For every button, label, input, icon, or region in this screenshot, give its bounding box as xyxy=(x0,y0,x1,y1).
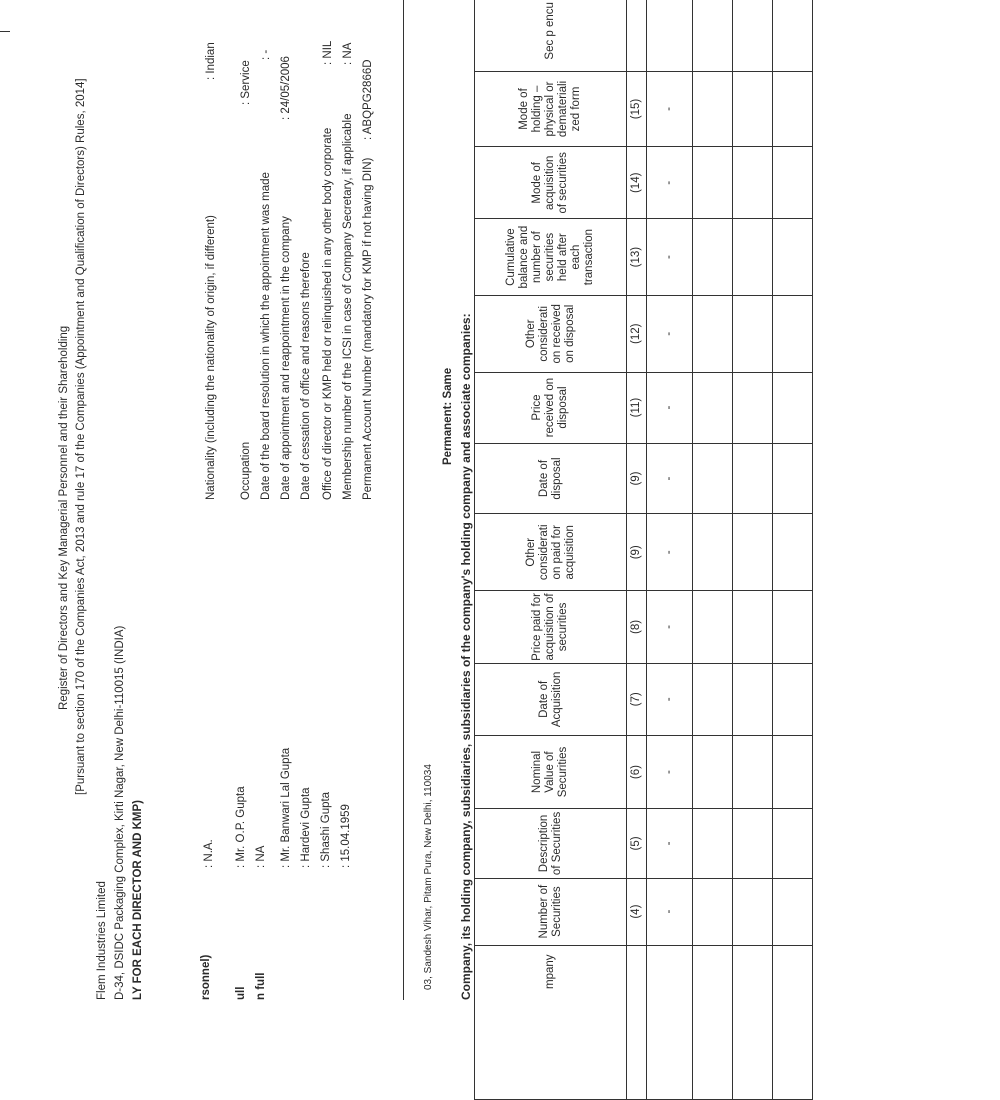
table-number-cell: (15) xyxy=(627,71,647,147)
table-cell xyxy=(647,945,693,1099)
section-label: LY FOR EACH DIRECTOR AND KMP) xyxy=(132,800,144,1000)
table-cell xyxy=(693,809,733,878)
table-cell xyxy=(733,295,773,372)
detail-value: : Shashi Gupta xyxy=(320,791,332,868)
table-header-cell: Mode of holding – physical or demateriali zed form xyxy=(475,71,627,147)
table-cell xyxy=(733,71,773,147)
table-cell xyxy=(773,735,813,808)
table-header-row xyxy=(475,0,627,1100)
residential-address: 03, Sandesh Vihar, Pitam Pura, New Delhi, 110034 xyxy=(423,764,434,990)
table-header-cell: mpany xyxy=(475,945,627,1099)
table-number-cell: (9) xyxy=(627,443,647,514)
table-cell xyxy=(773,71,813,147)
table-cell: - xyxy=(647,663,693,735)
detail-value: : Mr. O.P. Gupta xyxy=(235,786,247,868)
table-cell xyxy=(773,295,813,372)
table-row xyxy=(647,0,693,1100)
table-cell: - xyxy=(647,219,693,296)
table-cell xyxy=(733,735,773,808)
table-cell: - xyxy=(647,295,693,372)
detail-row-value: : - xyxy=(260,49,272,60)
table-cell xyxy=(693,878,733,945)
detail-row-label: Date of appointment and reappointment in the company xyxy=(280,216,292,500)
table-cell xyxy=(733,663,773,735)
table-number-cell: (13) xyxy=(627,219,647,296)
detail-row-label: Permanent Account Number (mandatory for KMP if not having DIN) xyxy=(362,157,374,500)
company-name: Flem Industries Limited xyxy=(96,881,108,1000)
table-cell xyxy=(733,514,773,591)
table-cell xyxy=(773,443,813,514)
table-cell: - xyxy=(647,591,693,664)
table-cell xyxy=(773,514,813,591)
table-cell xyxy=(773,147,813,219)
table-cell xyxy=(693,295,733,372)
detail-row-value: : 24/05/2006 xyxy=(280,56,292,120)
table-number-cell: (12) xyxy=(627,295,647,372)
table-header-cell: Cumulative balance and number of securities held after each transaction xyxy=(475,219,627,296)
table-cell xyxy=(773,945,813,1099)
table-header-cell: Date of Acquisition xyxy=(475,663,627,735)
table-cell xyxy=(773,591,813,664)
table-cell xyxy=(733,945,773,1099)
table-number-cell: (9) xyxy=(627,514,647,591)
table-cell: - xyxy=(647,443,693,514)
table-cell xyxy=(693,735,733,808)
table-cell xyxy=(733,809,773,878)
detail-value: : N.A. xyxy=(203,839,215,868)
table-cell xyxy=(773,372,813,443)
table-cell xyxy=(693,219,733,296)
securities-table xyxy=(474,0,813,1100)
register-subtitle: [Pursuant to section 170 of the Companies Act, 2013 and rule 17 of the Companies (Appointment and Qualification of Directors) Rules, 2014] xyxy=(75,78,87,795)
detail-value: : Hardevi Gupta xyxy=(300,787,312,868)
detail-row-value: : Service xyxy=(240,60,252,105)
detail-row-value: : Indian xyxy=(205,42,217,80)
detail-label-1: rsonnel) xyxy=(200,954,212,1000)
table-row xyxy=(733,0,773,1100)
detail-row-value: : NIL xyxy=(322,40,334,65)
detail-row-label: Membership number of the ICSI in case of Company Secretary, if applicable xyxy=(342,113,354,500)
table-cell: - xyxy=(647,71,693,147)
table-cell xyxy=(773,0,813,71)
detail-row-label: Office of director or KMP held or relinquished in any other body corporate xyxy=(322,127,334,500)
table-cell: - xyxy=(647,372,693,443)
section-divider xyxy=(403,0,404,1000)
table-row xyxy=(693,0,733,1100)
table-cell: - xyxy=(647,147,693,219)
table-cell xyxy=(733,372,773,443)
table-cell: - xyxy=(647,735,693,808)
table-number-row xyxy=(627,0,647,1100)
table-cell xyxy=(733,878,773,945)
table-cell: - xyxy=(647,878,693,945)
detail-value: : Mr. Banwari Lal Gupta xyxy=(280,747,292,868)
page-edge-line xyxy=(0,31,10,32)
table-header-cell: Other considerati on paid for acquisition xyxy=(475,514,627,591)
table-cell xyxy=(647,0,693,71)
table-header-cell: Description of Securities xyxy=(475,809,627,878)
table-cell xyxy=(733,147,773,219)
table-cell xyxy=(693,71,733,147)
table-cell xyxy=(733,591,773,664)
table-number-cell: (7) xyxy=(627,663,647,735)
detail-label-3: n full xyxy=(255,972,267,1000)
table-cell xyxy=(733,0,773,71)
table-number-cell: (11) xyxy=(627,372,647,443)
table-number-cell: (14) xyxy=(627,147,647,219)
table-cell xyxy=(693,945,733,1099)
table-cell xyxy=(773,809,813,878)
table-header-cell: Price paid for acquisition of securities xyxy=(475,591,627,664)
detail-row-label: Date of the board resolution in which the appointment was made xyxy=(260,172,272,500)
detail-row-value: : ABQPG2866D xyxy=(362,59,374,140)
table-number-cell: (6) xyxy=(627,735,647,808)
detail-row-value: : NA xyxy=(342,42,354,65)
table-cell xyxy=(773,219,813,296)
table-row xyxy=(773,0,813,1100)
table-number-cell: (5) xyxy=(627,809,647,878)
table-cell: - xyxy=(647,809,693,878)
detail-label-2: ull xyxy=(235,986,247,1000)
detail-row-label: Nationality (including the nationality of origin, if different) xyxy=(205,215,217,500)
table-cell xyxy=(773,663,813,735)
table-cell xyxy=(773,878,813,945)
table-cell: - xyxy=(647,514,693,591)
table-cell xyxy=(693,514,733,591)
table-number-cell xyxy=(627,0,647,71)
table-cell xyxy=(733,443,773,514)
table-header-cell: Sec p encu xyxy=(475,0,627,71)
table-header-cell: Other considerati on received on disposal xyxy=(475,295,627,372)
detail-value: : 15.04.1959 xyxy=(340,804,352,868)
company-address: D-34, DSIDC Packaging Complex, Kirti Nagar, New Delhi-110015 (INDIA) xyxy=(114,625,126,1000)
table-header-cell: Number of Securities xyxy=(475,878,627,945)
table-heading: Company, its holding company, subsidiaries, subsidiaries of the company's holding company and associate companies: xyxy=(459,313,473,1000)
table-cell xyxy=(733,219,773,296)
table-number-cell: (8) xyxy=(627,591,647,664)
table-header-cell: Date of disposal xyxy=(475,443,627,514)
table-cell xyxy=(693,663,733,735)
table-header-cell: Mode of acquisition of securities xyxy=(475,147,627,219)
table-cell xyxy=(693,147,733,219)
table-cell xyxy=(693,372,733,443)
register-title: Register of Directors and Key Managerial Personnel and their Shareholding xyxy=(58,325,70,710)
table-number-cell xyxy=(627,945,647,1099)
permanent-address-label: Permanent: Same xyxy=(442,367,454,465)
table-header-cell: Nominal Value of Securities xyxy=(475,735,627,808)
table-header-cell: Price received on disposal xyxy=(475,372,627,443)
table-cell xyxy=(693,443,733,514)
detail-row-label: Date of cessation of office and reasons therefore xyxy=(300,252,312,500)
table-number-cell: (4) xyxy=(627,878,647,945)
table-cell xyxy=(693,591,733,664)
table-cell xyxy=(693,0,733,71)
detail-row-label: Occupation xyxy=(240,441,252,500)
detail-value: : NA xyxy=(255,845,267,868)
